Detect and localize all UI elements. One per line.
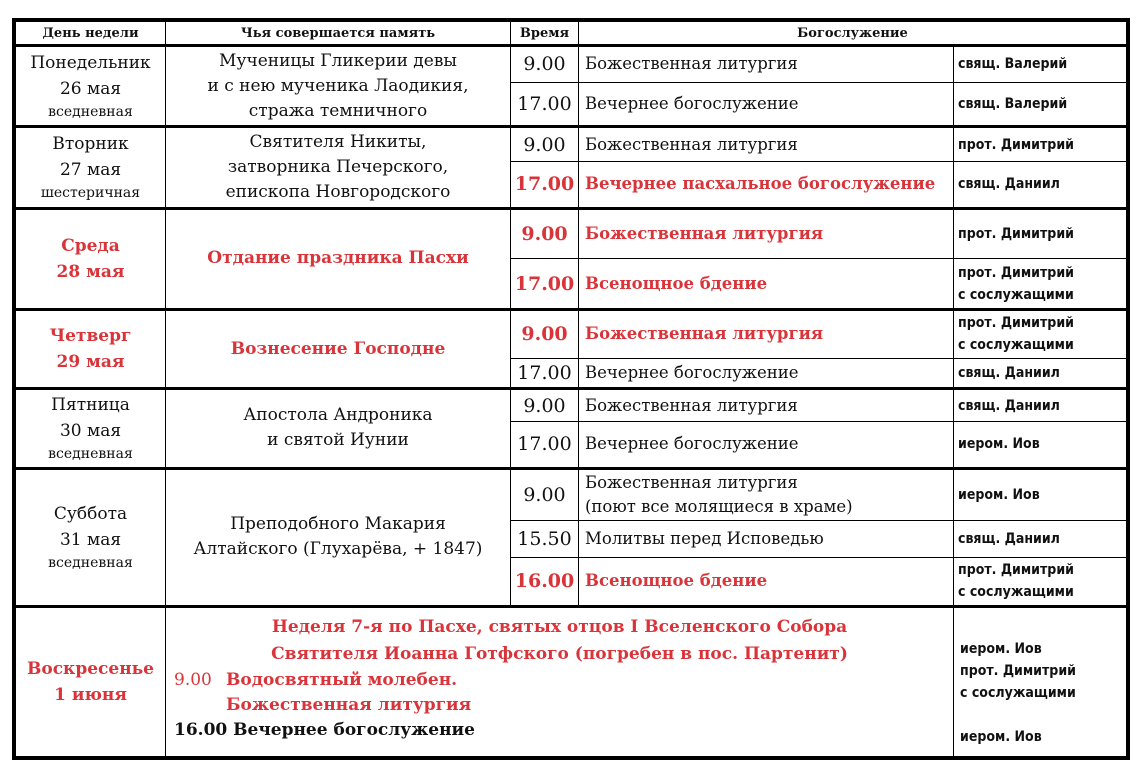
- service-time: 9.00: [511, 208, 579, 259]
- memory-line: Апостола Андроника: [243, 405, 433, 426]
- priest-cell: [954, 557, 1127, 606]
- day-date: 31 мая: [59, 530, 122, 551]
- day-type: вседневная: [48, 555, 133, 572]
- memory-cell: [166, 468, 511, 606]
- priest-cell: [954, 82, 1127, 127]
- day-type: шестеричная: [40, 185, 141, 202]
- priest-cell: [954, 606, 1127, 756]
- day-cell: [16, 606, 166, 756]
- table-row: [16, 468, 1127, 521]
- day-date: 1 июня: [54, 684, 127, 705]
- memory-line: Вознесение Господне: [230, 338, 446, 359]
- priest-cell: [954, 521, 1127, 558]
- service-name-line: Божественная литургия: [585, 472, 798, 492]
- service-name: Божественная литургия: [579, 208, 954, 259]
- service-name: Всенощное бдение: [579, 557, 954, 606]
- sunday-service-line: 16.00 Вечернее богослужение: [174, 719, 475, 740]
- service-name: [579, 468, 954, 521]
- service-time: 9.00: [511, 127, 579, 162]
- service-name: Вечернее богослужение: [579, 358, 954, 388]
- sunday-subtitle: Святителя Иоанна Готфского (погребен в пос. Партенит): [271, 643, 848, 664]
- day-cell: [16, 127, 166, 208]
- service-name-line: (поют все молящиеся в храме): [585, 496, 853, 516]
- header-memory: Чья совершается память: [166, 22, 511, 46]
- priest-name: свящ. Даниил: [958, 397, 1060, 414]
- service-name: Божественная литургия: [579, 127, 954, 162]
- sunday-service-line: [174, 693, 945, 718]
- service-name: Вечернее богослужение: [579, 421, 954, 468]
- day-cell: [16, 310, 166, 389]
- memory-line: Мученицы Гликерии девы: [219, 50, 457, 71]
- priest-name: свящ. Валерий: [958, 56, 1068, 73]
- priest-cell: [954, 358, 1127, 388]
- priest-cell: [954, 468, 1127, 521]
- priest-cell: [954, 161, 1127, 208]
- memory-line: и с нею мученика Лаодикия,: [207, 75, 469, 96]
- memory-line: епископа Новгородского: [225, 181, 451, 202]
- service-time: 17.00: [511, 421, 579, 468]
- day-date: 30 мая: [59, 421, 122, 442]
- memory-line: Алтайского (Глухарёва, + 1847): [193, 539, 483, 560]
- priest-cell: [954, 127, 1127, 162]
- day-name: Суббота: [53, 504, 128, 525]
- memory-line: и святой Иунии: [267, 430, 409, 451]
- priest-name: с сослужащими: [958, 286, 1074, 303]
- table-row: [16, 606, 1127, 756]
- schedule-table: [15, 21, 1127, 757]
- day-name: Пятница: [51, 395, 130, 416]
- memory-cell: [166, 46, 511, 127]
- day-type: вседневная: [48, 104, 133, 121]
- day-name: Воскресенье: [26, 658, 154, 679]
- table-row: [16, 46, 1127, 83]
- service-time: 16.00: [511, 557, 579, 606]
- priest-name: с сослужащими: [958, 337, 1074, 354]
- day-date: 27 мая: [59, 160, 122, 181]
- schedule-frame: [12, 18, 1130, 760]
- memory-cell: [166, 127, 511, 208]
- priest-name: прот. Димитрий: [958, 264, 1074, 281]
- priest-name: свящ. Даниил: [958, 176, 1060, 193]
- priest-cell: [954, 259, 1127, 310]
- priest-name: иером. Иов: [958, 436, 1040, 453]
- table-row: [16, 127, 1127, 162]
- priest-name: иером. Иов: [958, 486, 1040, 503]
- service-time: 17.00: [511, 358, 579, 388]
- day-date: 28 мая: [56, 261, 125, 282]
- service-name: Вечернее пасхальное богослужение: [579, 161, 954, 208]
- day-name: Вторник: [52, 134, 129, 155]
- header-row: [16, 22, 1127, 46]
- table-row: [16, 208, 1127, 259]
- memory-line: Преподобного Макария: [230, 514, 446, 535]
- priest-cell: [954, 46, 1127, 83]
- service-time: 9.00: [511, 46, 579, 83]
- service-name: Всенощное бдение: [579, 259, 954, 310]
- priest-name: прот. Димитрий: [958, 225, 1074, 242]
- priest-cell: [954, 389, 1127, 422]
- sunday-service-line: [174, 668, 945, 693]
- priest-cell: [954, 310, 1127, 359]
- priest-name: прот. Димитрий: [960, 662, 1076, 679]
- memory-cell: [166, 389, 511, 468]
- memory-line: затворника Печерского,: [227, 156, 449, 177]
- table-row: [16, 389, 1127, 422]
- service-time: 9.00: [511, 468, 579, 521]
- priest-name: иером. Иов: [960, 640, 1042, 657]
- priest-name: прот. Димитрий: [958, 136, 1074, 153]
- day-name: Понедельник: [30, 53, 151, 74]
- service-time: 17.00: [511, 259, 579, 310]
- memory-line: стража темничного: [248, 100, 428, 121]
- priest-name: свящ. Валерий: [958, 95, 1068, 112]
- service-name: Молитвы перед Исповедью: [579, 521, 954, 558]
- sunday-services-cell: [166, 606, 954, 756]
- priest-name: прот. Димитрий: [958, 315, 1074, 332]
- priest-name: с сослужащими: [960, 684, 1076, 701]
- day-cell: [16, 208, 166, 310]
- day-cell: [16, 468, 166, 606]
- memory-cell: [166, 208, 511, 310]
- header-service: Богослужение: [579, 22, 1127, 46]
- service-name: Вечернее богослужение: [579, 82, 954, 127]
- memory-line: Отдание праздника Пасхи: [207, 248, 469, 269]
- priest-name: иером. Иов: [960, 728, 1042, 745]
- priest-cell: [954, 421, 1127, 468]
- service-time: 17.00: [511, 82, 579, 127]
- day-date: 29 мая: [56, 352, 125, 373]
- priest-name: с сослужащими: [958, 584, 1074, 601]
- day-date: 26 мая: [59, 79, 122, 100]
- sunday-service-name: Божественная литургия: [226, 694, 472, 715]
- day-name: Среда: [61, 235, 120, 256]
- service-time: 9.00: [511, 389, 579, 422]
- day-type: вседневная: [48, 446, 133, 463]
- service-time: 15.50: [511, 521, 579, 558]
- memory-line: Святителя Никиты,: [249, 131, 427, 152]
- day-cell: [16, 389, 166, 468]
- service-name: Божественная литургия: [579, 46, 954, 83]
- priest-name: свящ. Даниил: [958, 531, 1060, 548]
- memory-cell: [166, 310, 511, 389]
- priest-name: свящ. Даниил: [958, 365, 1060, 382]
- day-name: Четверг: [49, 326, 132, 347]
- service-time: 17.00: [511, 161, 579, 208]
- sunday-title: Неделя 7-я по Пасхе, святых отцов I Вселенского Собора: [271, 616, 848, 637]
- table-row: [16, 310, 1127, 359]
- day-cell: [16, 46, 166, 127]
- header-day: День недели: [16, 22, 166, 46]
- sunday-service-name: Водосвятный молебен.: [226, 669, 458, 690]
- priest-cell: [954, 208, 1127, 259]
- priest-name: прот. Димитрий: [958, 562, 1074, 579]
- header-time: Время: [511, 22, 579, 46]
- sunday-service-time: 9.00: [174, 669, 212, 690]
- service-name: Божественная литургия: [579, 389, 954, 422]
- service-name: Божественная литургия: [579, 310, 954, 359]
- service-time: 9.00: [511, 310, 579, 359]
